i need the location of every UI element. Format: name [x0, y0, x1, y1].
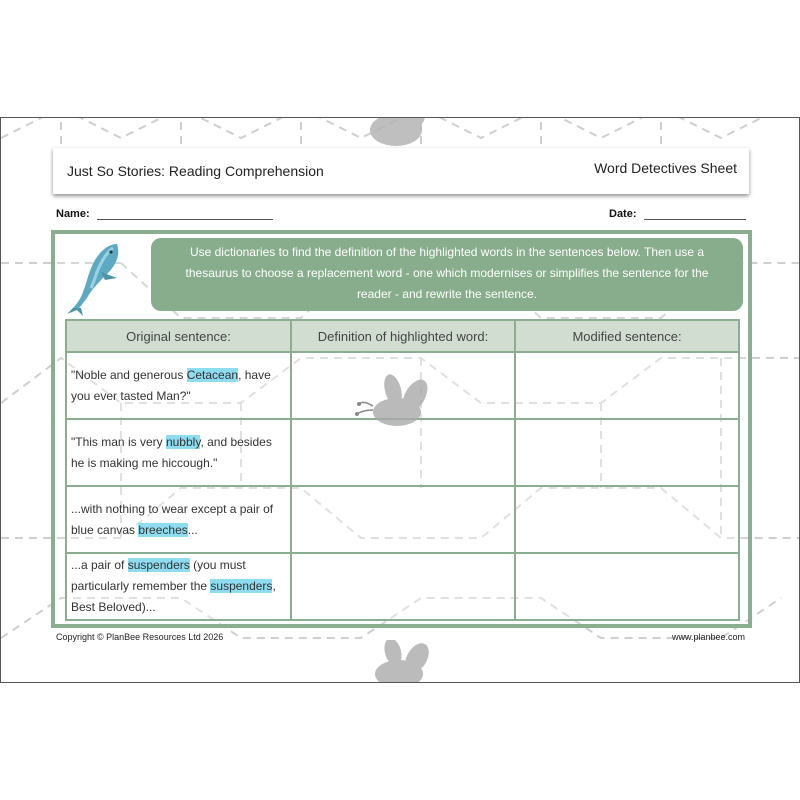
name-line[interactable] — [97, 210, 273, 220]
modified-sentence-cell[interactable] — [515, 352, 739, 419]
definition-cell[interactable] — [291, 486, 515, 553]
copyright-text: Copyright © PlanBee Resources Ltd 2026 — [56, 632, 224, 642]
name-field — [56, 208, 273, 220]
date-line[interactable] — [644, 210, 746, 220]
header-original-sentence: Original sentence: — [66, 320, 291, 352]
highlighted-word: breeches — [138, 522, 188, 537]
sentence-text: ...a pair of — [71, 558, 128, 572]
bee-icon — [351, 374, 441, 434]
bee-icon — [353, 640, 443, 683]
original-sentence-cell — [66, 352, 291, 419]
definition-cell[interactable] — [291, 553, 515, 620]
word-detective-table — [65, 319, 740, 621]
original-sentence-cell — [66, 419, 291, 486]
sentence-text: "This man is very — [71, 434, 166, 449]
highlighted-word: suspenders — [127, 558, 190, 572]
instructions-panel — [151, 238, 743, 311]
date-label: Date: — [609, 208, 637, 220]
instructions-line-3: reader - and rewrite the sentence. — [356, 287, 538, 301]
sentence-text: "Noble and generous — [71, 367, 187, 382]
highlighted-word: Cetacean — [186, 367, 239, 382]
instructions-line-1: Use dictionaries to find the definition of the highlighted words in the sentences below. Then use a — [189, 245, 705, 259]
instructions-line-2: thesaurus to choose a replacement word - one which modernises or simplifies the sentence for the — [185, 266, 709, 280]
original-sentence-cell — [66, 486, 291, 553]
highlighted-word: suspenders — [210, 579, 273, 593]
whale-icon — [65, 238, 127, 316]
date-field — [609, 208, 746, 220]
header-bar — [53, 148, 749, 194]
modified-sentence-cell[interactable] — [515, 486, 739, 553]
sentence-text: , and besides he is making me hiccough." — [71, 434, 272, 470]
sentence-text: , have you ever tasted Man?" — [71, 367, 271, 403]
header-definition: Definition of highlighted word: — [291, 320, 515, 352]
modified-sentence-cell[interactable] — [515, 419, 739, 486]
sentence-text: (you must particularly remember the — [71, 558, 246, 593]
table-header-row — [66, 320, 739, 352]
website-link[interactable]: www.planbee.com — [671, 632, 745, 642]
sentence-text: ... — [187, 522, 198, 537]
worksheet-page — [0, 117, 800, 683]
activity-box — [51, 230, 752, 628]
name-label: Name: — [56, 208, 90, 220]
highlighted-word: nubbly — [165, 434, 201, 449]
modified-sentence-cell[interactable] — [515, 553, 739, 620]
worksheet-title: Just So Stories: Reading Comprehension — [67, 163, 324, 179]
table-row — [66, 486, 739, 553]
sentence-text: , Best Beloved)... — [71, 579, 276, 614]
header-modified-sentence: Modified sentence: — [515, 320, 739, 352]
table-row — [66, 553, 739, 620]
sheet-name: Word Detectives Sheet — [594, 160, 737, 176]
original-sentence-cell — [66, 553, 291, 620]
sentence-text: ...with nothing to wear except a pair of blue canvas — [71, 501, 274, 537]
